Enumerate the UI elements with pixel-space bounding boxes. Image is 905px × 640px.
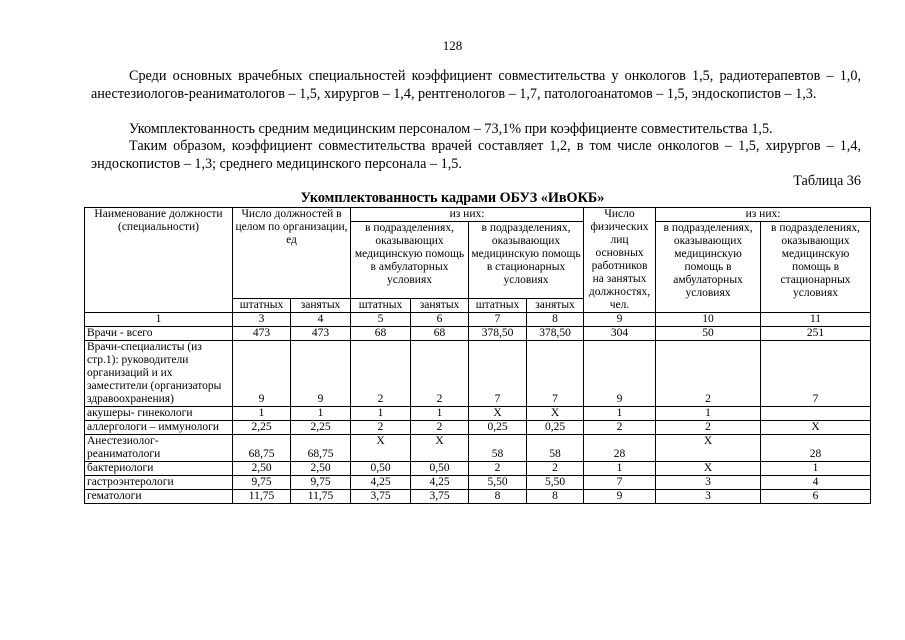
- column-number: 6: [411, 313, 469, 327]
- cell: 1: [584, 407, 656, 421]
- column-number: 5: [351, 313, 411, 327]
- cell: 9,75: [291, 476, 351, 490]
- cell: 68: [351, 327, 411, 341]
- table-row: [85, 476, 871, 490]
- cell: 4,25: [351, 476, 411, 490]
- column-number: 10: [656, 313, 761, 327]
- cell: 7: [527, 341, 584, 407]
- row-name: аллергологи – иммунологи: [85, 421, 233, 435]
- cell: 1: [291, 407, 351, 421]
- column-number: 3: [233, 313, 291, 327]
- cell: 2: [656, 421, 761, 435]
- table-label: Таблица 36: [793, 173, 861, 189]
- cell: 2,50: [233, 462, 291, 476]
- header-of-them-1: из них:: [351, 208, 584, 222]
- cell: 251: [761, 327, 871, 341]
- page-number: 128: [442, 38, 463, 53]
- cell: 7: [584, 476, 656, 490]
- row-name: Врачи-специалисты (из стр.1): руководители организаций и их заместители (организаторы здравоохранения): [85, 341, 233, 407]
- table-row: [85, 327, 871, 341]
- header-inpatient-2: в подразделениях, оказывающих медицинскую помощь в стационарных условиях: [761, 222, 871, 313]
- cell: 4,25: [411, 476, 469, 490]
- row-name: Анестезиолог-реаниматологи: [85, 435, 233, 462]
- cell: Х: [527, 407, 584, 421]
- cell: 1: [584, 462, 656, 476]
- cell: 0,50: [411, 462, 469, 476]
- header-inpatient-1: в подразделениях, оказывающих медицинскую помощь в стационарных условиях: [469, 222, 584, 299]
- cell: 3: [656, 476, 761, 490]
- cell: 0,50: [351, 462, 411, 476]
- cell: 9,75: [233, 476, 291, 490]
- cell: 58: [469, 435, 527, 462]
- row-name: гастроэнтерологи: [85, 476, 233, 490]
- cell: 6: [761, 490, 871, 504]
- cell: 68,75: [233, 435, 291, 462]
- header-occupied: занятых: [411, 299, 469, 313]
- cell: 3: [656, 490, 761, 504]
- column-number: 8: [527, 313, 584, 327]
- cell: 3,75: [351, 490, 411, 504]
- cell: 1: [351, 407, 411, 421]
- cell: 9: [584, 341, 656, 407]
- row-name: Врачи - всего: [85, 327, 233, 341]
- table-row: [85, 490, 871, 504]
- cell: 11,75: [233, 490, 291, 504]
- cell: Х: [469, 407, 527, 421]
- header-occupied: занятых: [291, 299, 351, 313]
- cell: 2,25: [233, 421, 291, 435]
- cell: 9: [233, 341, 291, 407]
- cell: 378,50: [527, 327, 584, 341]
- cell: 50: [656, 327, 761, 341]
- cell: 5,50: [469, 476, 527, 490]
- cell: 11,75: [291, 490, 351, 504]
- header-ambulatory-2: в подразделениях, оказывающих медицинскую помощь в амбулаторных условиях: [656, 222, 761, 313]
- cell: 2: [469, 462, 527, 476]
- cell: 58: [527, 435, 584, 462]
- cell: [761, 407, 871, 421]
- table-row: [85, 341, 871, 407]
- table-row: [85, 435, 871, 462]
- header-staff: штатных: [233, 299, 291, 313]
- cell: 3,75: [411, 490, 469, 504]
- cell: 4: [761, 476, 871, 490]
- cell: 473: [233, 327, 291, 341]
- cell: 7: [761, 341, 871, 407]
- cell: 7: [469, 341, 527, 407]
- row-name: гематологи: [85, 490, 233, 504]
- staffing-table: [84, 207, 871, 504]
- column-number: 11: [761, 313, 871, 327]
- header-occupied: занятых: [527, 299, 584, 313]
- column-number: 9: [584, 313, 656, 327]
- cell: 1: [656, 407, 761, 421]
- cell: 8: [469, 490, 527, 504]
- column-number: 4: [291, 313, 351, 327]
- cell: 304: [584, 327, 656, 341]
- cell: 28: [584, 435, 656, 462]
- table-row: [85, 462, 871, 476]
- cell: 2,50: [291, 462, 351, 476]
- cell: 2: [527, 462, 584, 476]
- cell: 378,50: [469, 327, 527, 341]
- paragraph-nursing: Укомплектованность средним медицинским персоналом – 73,1% при коэффициенте совместительства 1,5.: [129, 121, 773, 137]
- cell: 2: [584, 421, 656, 435]
- header-positions-total: Число должностей в целом по организации, ед: [233, 208, 351, 299]
- column-number: 7: [469, 313, 527, 327]
- table-title: Укомплектованность кадрами ОБУЗ «ИвОКБ»: [300, 190, 605, 206]
- header-staff: штатных: [469, 299, 527, 313]
- cell: 1: [761, 462, 871, 476]
- cell: 2: [656, 341, 761, 407]
- header-staff: штатных: [351, 299, 411, 313]
- cell: Х: [656, 435, 761, 462]
- cell: Х: [656, 462, 761, 476]
- cell: 2: [351, 341, 411, 407]
- cell: 9: [291, 341, 351, 407]
- cell: 0,25: [469, 421, 527, 435]
- cell: Х: [761, 421, 871, 435]
- cell: 2: [411, 421, 469, 435]
- cell: 473: [291, 327, 351, 341]
- row-name: акушеры- гинекологи: [85, 407, 233, 421]
- table-row: [85, 407, 871, 421]
- paragraph-summary: Таким образом, коэффициент совместительства врачей составляет 1,2, в том числе онкологов – 1,5, хирургов – 1,4, эндоскопистов – 1,3; среднего медицинского персонала – 1,5.: [91, 138, 861, 172]
- cell: 68,75: [291, 435, 351, 462]
- column-number: 1: [85, 313, 233, 327]
- cell: Х: [411, 435, 469, 462]
- cell: 1: [233, 407, 291, 421]
- table-row: [85, 421, 871, 435]
- header-of-them-2: из них:: [656, 208, 871, 222]
- paragraph-specialties: Среди основных врачебных специальностей коэффициент совместительства у онкологов 1,5, радиотерапевтов – 1,0, анестезиологов-реаниматологов – 1,5, хирургов – 1,4, рентгенологов – 1,7, патологоанатомов – 1,5, эндоскопистов – 1,3.: [91, 68, 861, 102]
- cell: 9: [584, 490, 656, 504]
- cell: 5,50: [527, 476, 584, 490]
- cell: Х: [351, 435, 411, 462]
- cell: 8: [527, 490, 584, 504]
- header-physical-persons: Число физических лиц основных работников на занятых должностях, чел.: [584, 208, 656, 313]
- cell: 2: [411, 341, 469, 407]
- row-name: бактериологи: [85, 462, 233, 476]
- cell: 68: [411, 327, 469, 341]
- cell: 1: [411, 407, 469, 421]
- cell: 0,25: [527, 421, 584, 435]
- cell: 28: [761, 435, 871, 462]
- header-ambulatory-1: в подразделениях, оказывающих медицинскую помощь в амбулаторных условиях: [351, 222, 469, 299]
- header-name: Наименование должности (специальности): [85, 208, 233, 313]
- cell: 2: [351, 421, 411, 435]
- cell: 2,25: [291, 421, 351, 435]
